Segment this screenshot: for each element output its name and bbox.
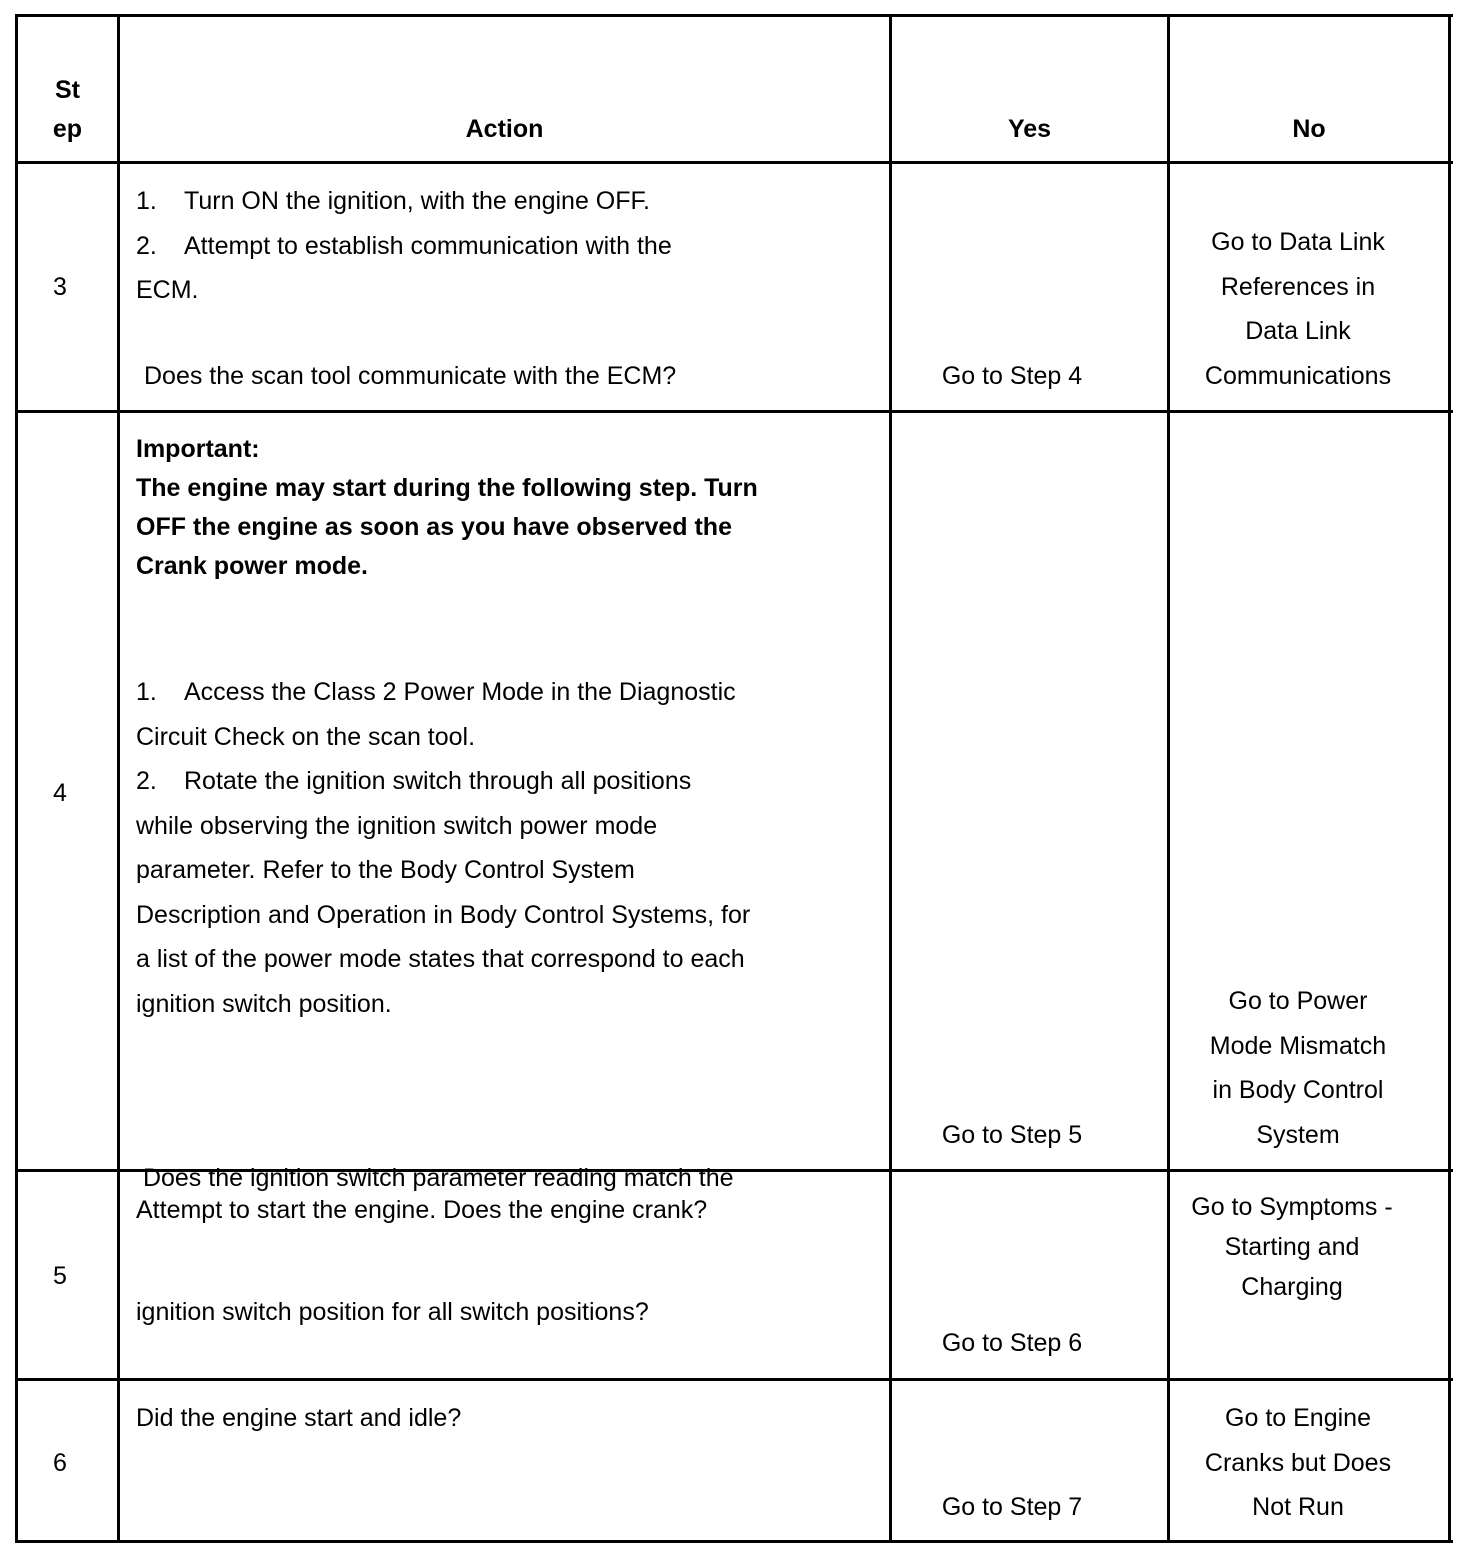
step-number: 4	[53, 779, 67, 807]
important-label: Important:	[136, 435, 260, 463]
list-item: 1. Access the Class 2 Power Mode in the Diagnostic	[136, 670, 886, 715]
yes-result: Go to Step 4	[941, 362, 1083, 390]
important-note: Important: The engine may start during the following step. Turn OFF the engine as soon as you have observed the Crank power mode.	[136, 430, 758, 586]
step-number: 5	[53, 1262, 67, 1290]
list-number: 1.	[136, 678, 157, 706]
header-action: Action	[465, 115, 544, 143]
question-text: Does the scan tool communicate with the ECM?	[144, 362, 677, 390]
yes-result: Go to Step 5	[941, 1121, 1083, 1149]
list-item: 1. Turn ON the ignition, with the engine OFF.	[136, 179, 876, 224]
column-divider	[889, 14, 892, 1543]
list-item: 2. Rotate the ignition switch through all positions	[136, 759, 886, 804]
list-number: 1.	[136, 187, 157, 215]
action-list: 1. Access the Class 2 Power Mode in the Diagnostic Circuit Check on the scan tool. 2. Rotate the ignition switch through all positions while observing the ignition switch power mode parameter. Refer to the Body Control System Description and Operation in Body Control Systems, for a list of the power mode states that correspond to each ignition switch position.	[136, 670, 886, 1026]
row-divider	[15, 410, 1453, 413]
question-text: Does the ignition switch parameter reading match the ignition switch position for all switch positions?	[136, 1164, 734, 1326]
yes-result: Go to Step 7	[941, 1493, 1083, 1521]
row-divider	[15, 161, 1453, 164]
list-item: ECM.	[136, 276, 199, 304]
action-text: Attempt to start the engine. Does the engine crank?	[136, 1196, 708, 1224]
no-result: Go to Power Mode Mismatch in Body Control System	[1209, 987, 1387, 1149]
action-list	[136, 179, 876, 313]
header-no: No	[1292, 115, 1326, 143]
list-item: 2. Attempt to establish communication with the	[136, 224, 876, 269]
table-border-bottom	[15, 1540, 1453, 1543]
no-result: Go to Data Link References in Data Link Communications	[1204, 228, 1392, 390]
header-step-line1: St	[55, 76, 80, 104]
yes-result: Go to Step 6	[941, 1329, 1083, 1357]
header-step-line2: ep	[52, 115, 83, 143]
table-border-right	[1448, 14, 1451, 1543]
column-divider	[117, 14, 120, 1543]
no-result: Go to Engine Cranks but Does Not Run	[1204, 1404, 1392, 1521]
step-number: 6	[53, 1449, 67, 1477]
table-border-left	[15, 14, 18, 1543]
no-result: Go to Symptoms - Starting and Charging	[1191, 1193, 1393, 1301]
action-text: Did the engine start and idle?	[136, 1404, 462, 1432]
header-yes: Yes	[1007, 115, 1052, 143]
step-number: 3	[53, 273, 67, 301]
list-number: 2.	[136, 767, 157, 795]
list-number: 2.	[136, 231, 157, 260]
table-border-top	[15, 14, 1453, 17]
